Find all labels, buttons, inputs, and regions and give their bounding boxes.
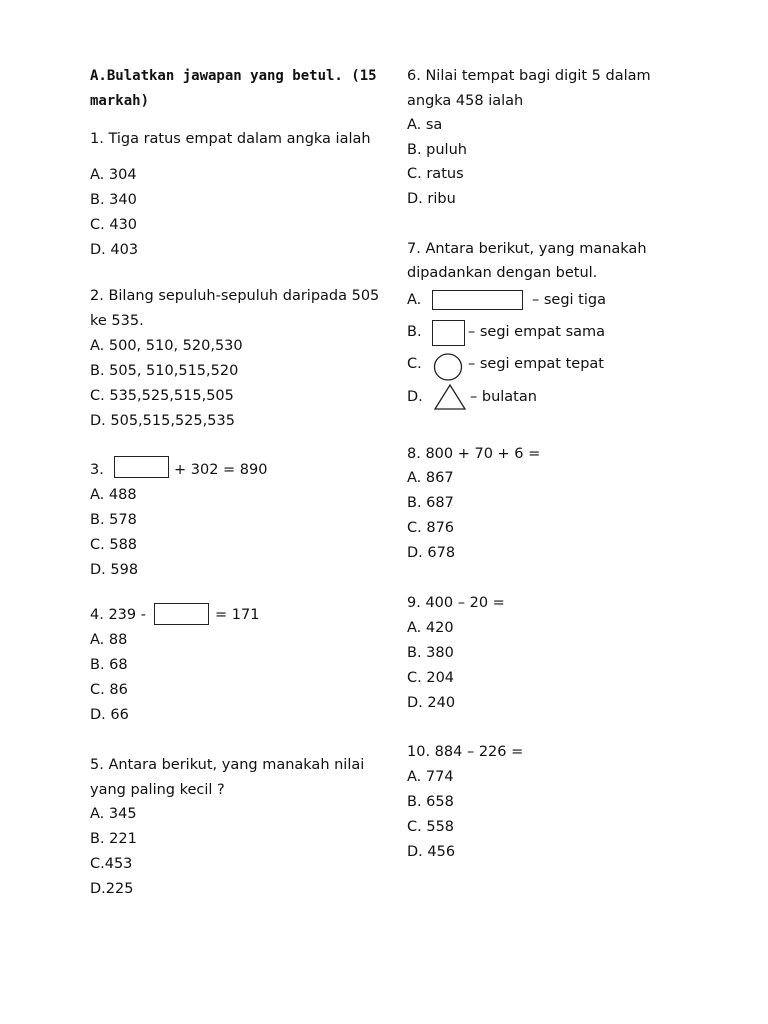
question-10-option-d: D. 456 bbox=[407, 844, 456, 860]
question-10-option-c: C. 558 bbox=[407, 819, 455, 835]
question-3-option-d: D. 598 bbox=[90, 562, 139, 578]
question-1-stem: 1. Tiga ratus empat dalam angka ialah bbox=[90, 131, 371, 147]
question-8-option-d: D. 678 bbox=[407, 545, 456, 561]
instructions-title-line2: markah) bbox=[90, 93, 150, 109]
question-2-option-a: A. 500, 510, 520,530 bbox=[90, 338, 243, 354]
question-3-option-c: C. 588 bbox=[90, 537, 138, 553]
circle-shape-icon bbox=[432, 352, 464, 382]
question-8-option-a: A. 867 bbox=[407, 470, 454, 486]
question-3-equation: + 302 = 890 bbox=[174, 462, 268, 478]
question-4-answer-box[interactable] bbox=[154, 603, 209, 625]
question-5-stem-line1: 5. Antara berikut, yang manakah nilai bbox=[90, 757, 365, 773]
question-7-stem-line2: dipadankan dengan betul. bbox=[407, 265, 598, 281]
question-7-option-c-label: – segi empat tepat bbox=[468, 356, 604, 372]
question-3-option-a: A. 488 bbox=[90, 487, 137, 503]
question-7-option-d-letter: D. bbox=[407, 389, 423, 405]
question-7-option-a-label: – segi tiga bbox=[532, 292, 606, 308]
square-shape-icon bbox=[432, 320, 465, 346]
question-1-option-d: D. 403 bbox=[90, 242, 139, 258]
question-9-stem: 9. 400 – 20 = bbox=[407, 595, 505, 611]
question-4-option-a: A. 88 bbox=[90, 632, 128, 648]
question-5-stem-line2: yang paling kecil ? bbox=[90, 782, 225, 798]
instructions-title-line1: A.Bulatkan jawapan yang betul. (15 bbox=[90, 68, 377, 84]
question-8-option-c: C. 876 bbox=[407, 520, 455, 536]
question-8-stem: 8. 800 + 70 + 6 = bbox=[407, 446, 541, 462]
question-10-option-b: B. 658 bbox=[407, 794, 454, 810]
rectangle-shape-icon bbox=[432, 290, 523, 310]
question-10-stem: 10. 884 – 226 = bbox=[407, 744, 524, 760]
question-5-option-b: B. 221 bbox=[90, 831, 137, 847]
question-9-option-b: B. 380 bbox=[407, 645, 454, 661]
question-4-option-d: D. 66 bbox=[90, 707, 129, 723]
question-9-option-d: D. 240 bbox=[407, 695, 456, 711]
question-7-option-d-label: – bulatan bbox=[470, 389, 537, 405]
question-3-number: 3. bbox=[90, 462, 104, 478]
question-2-option-c: C. 535,525,515,505 bbox=[90, 388, 234, 404]
question-4-option-b: B. 68 bbox=[90, 657, 128, 673]
question-7-option-c-letter: C. bbox=[407, 356, 422, 372]
question-8-option-b: B. 687 bbox=[407, 495, 454, 511]
question-3-answer-box[interactable] bbox=[114, 456, 169, 478]
question-6-option-b: B. puluh bbox=[407, 142, 467, 158]
question-4-option-c: C. 86 bbox=[90, 682, 128, 698]
question-5-option-a: A. 345 bbox=[90, 806, 137, 822]
question-2-option-d: D. 505,515,525,535 bbox=[90, 413, 235, 429]
question-1-option-b: B. 340 bbox=[90, 192, 137, 208]
question-7-option-b-letter: B. bbox=[407, 324, 422, 340]
question-1-option-a: A. 304 bbox=[90, 167, 137, 183]
question-5-option-d: D.225 bbox=[90, 881, 134, 897]
question-9-option-c: C. 204 bbox=[407, 670, 455, 686]
question-2-option-b: B. 505, 510,515,520 bbox=[90, 363, 239, 379]
triangle-shape-icon bbox=[433, 383, 467, 411]
question-6-stem-line1: 6. Nilai tempat bagi digit 5 dalam bbox=[407, 68, 651, 84]
question-6-option-c: C. ratus bbox=[407, 166, 464, 182]
question-6-option-d: D. ribu bbox=[407, 191, 456, 207]
question-7-option-a-letter: A. bbox=[407, 292, 422, 308]
question-4-stem-end: = 171 bbox=[215, 607, 260, 623]
question-5-option-c: C.453 bbox=[90, 856, 133, 872]
question-2-stem-line1: 2. Bilang sepuluh-sepuluh daripada 505 bbox=[90, 288, 380, 304]
question-3-option-b: B. 578 bbox=[90, 512, 137, 528]
question-6-stem-line2: angka 458 ialah bbox=[407, 93, 524, 109]
question-9-option-a: A. 420 bbox=[407, 620, 454, 636]
question-7-option-b-label: – segi empat sama bbox=[468, 324, 606, 340]
question-2-stem-line2: ke 535. bbox=[90, 313, 144, 329]
question-7-stem-line1: 7. Antara berikut, yang manakah bbox=[407, 241, 647, 257]
question-4-stem-start: 4. 239 - bbox=[90, 607, 146, 623]
question-6-option-a: A. sa bbox=[407, 117, 443, 133]
question-10-option-a: A. 774 bbox=[407, 769, 454, 785]
question-1-option-c: C. 430 bbox=[90, 217, 138, 233]
